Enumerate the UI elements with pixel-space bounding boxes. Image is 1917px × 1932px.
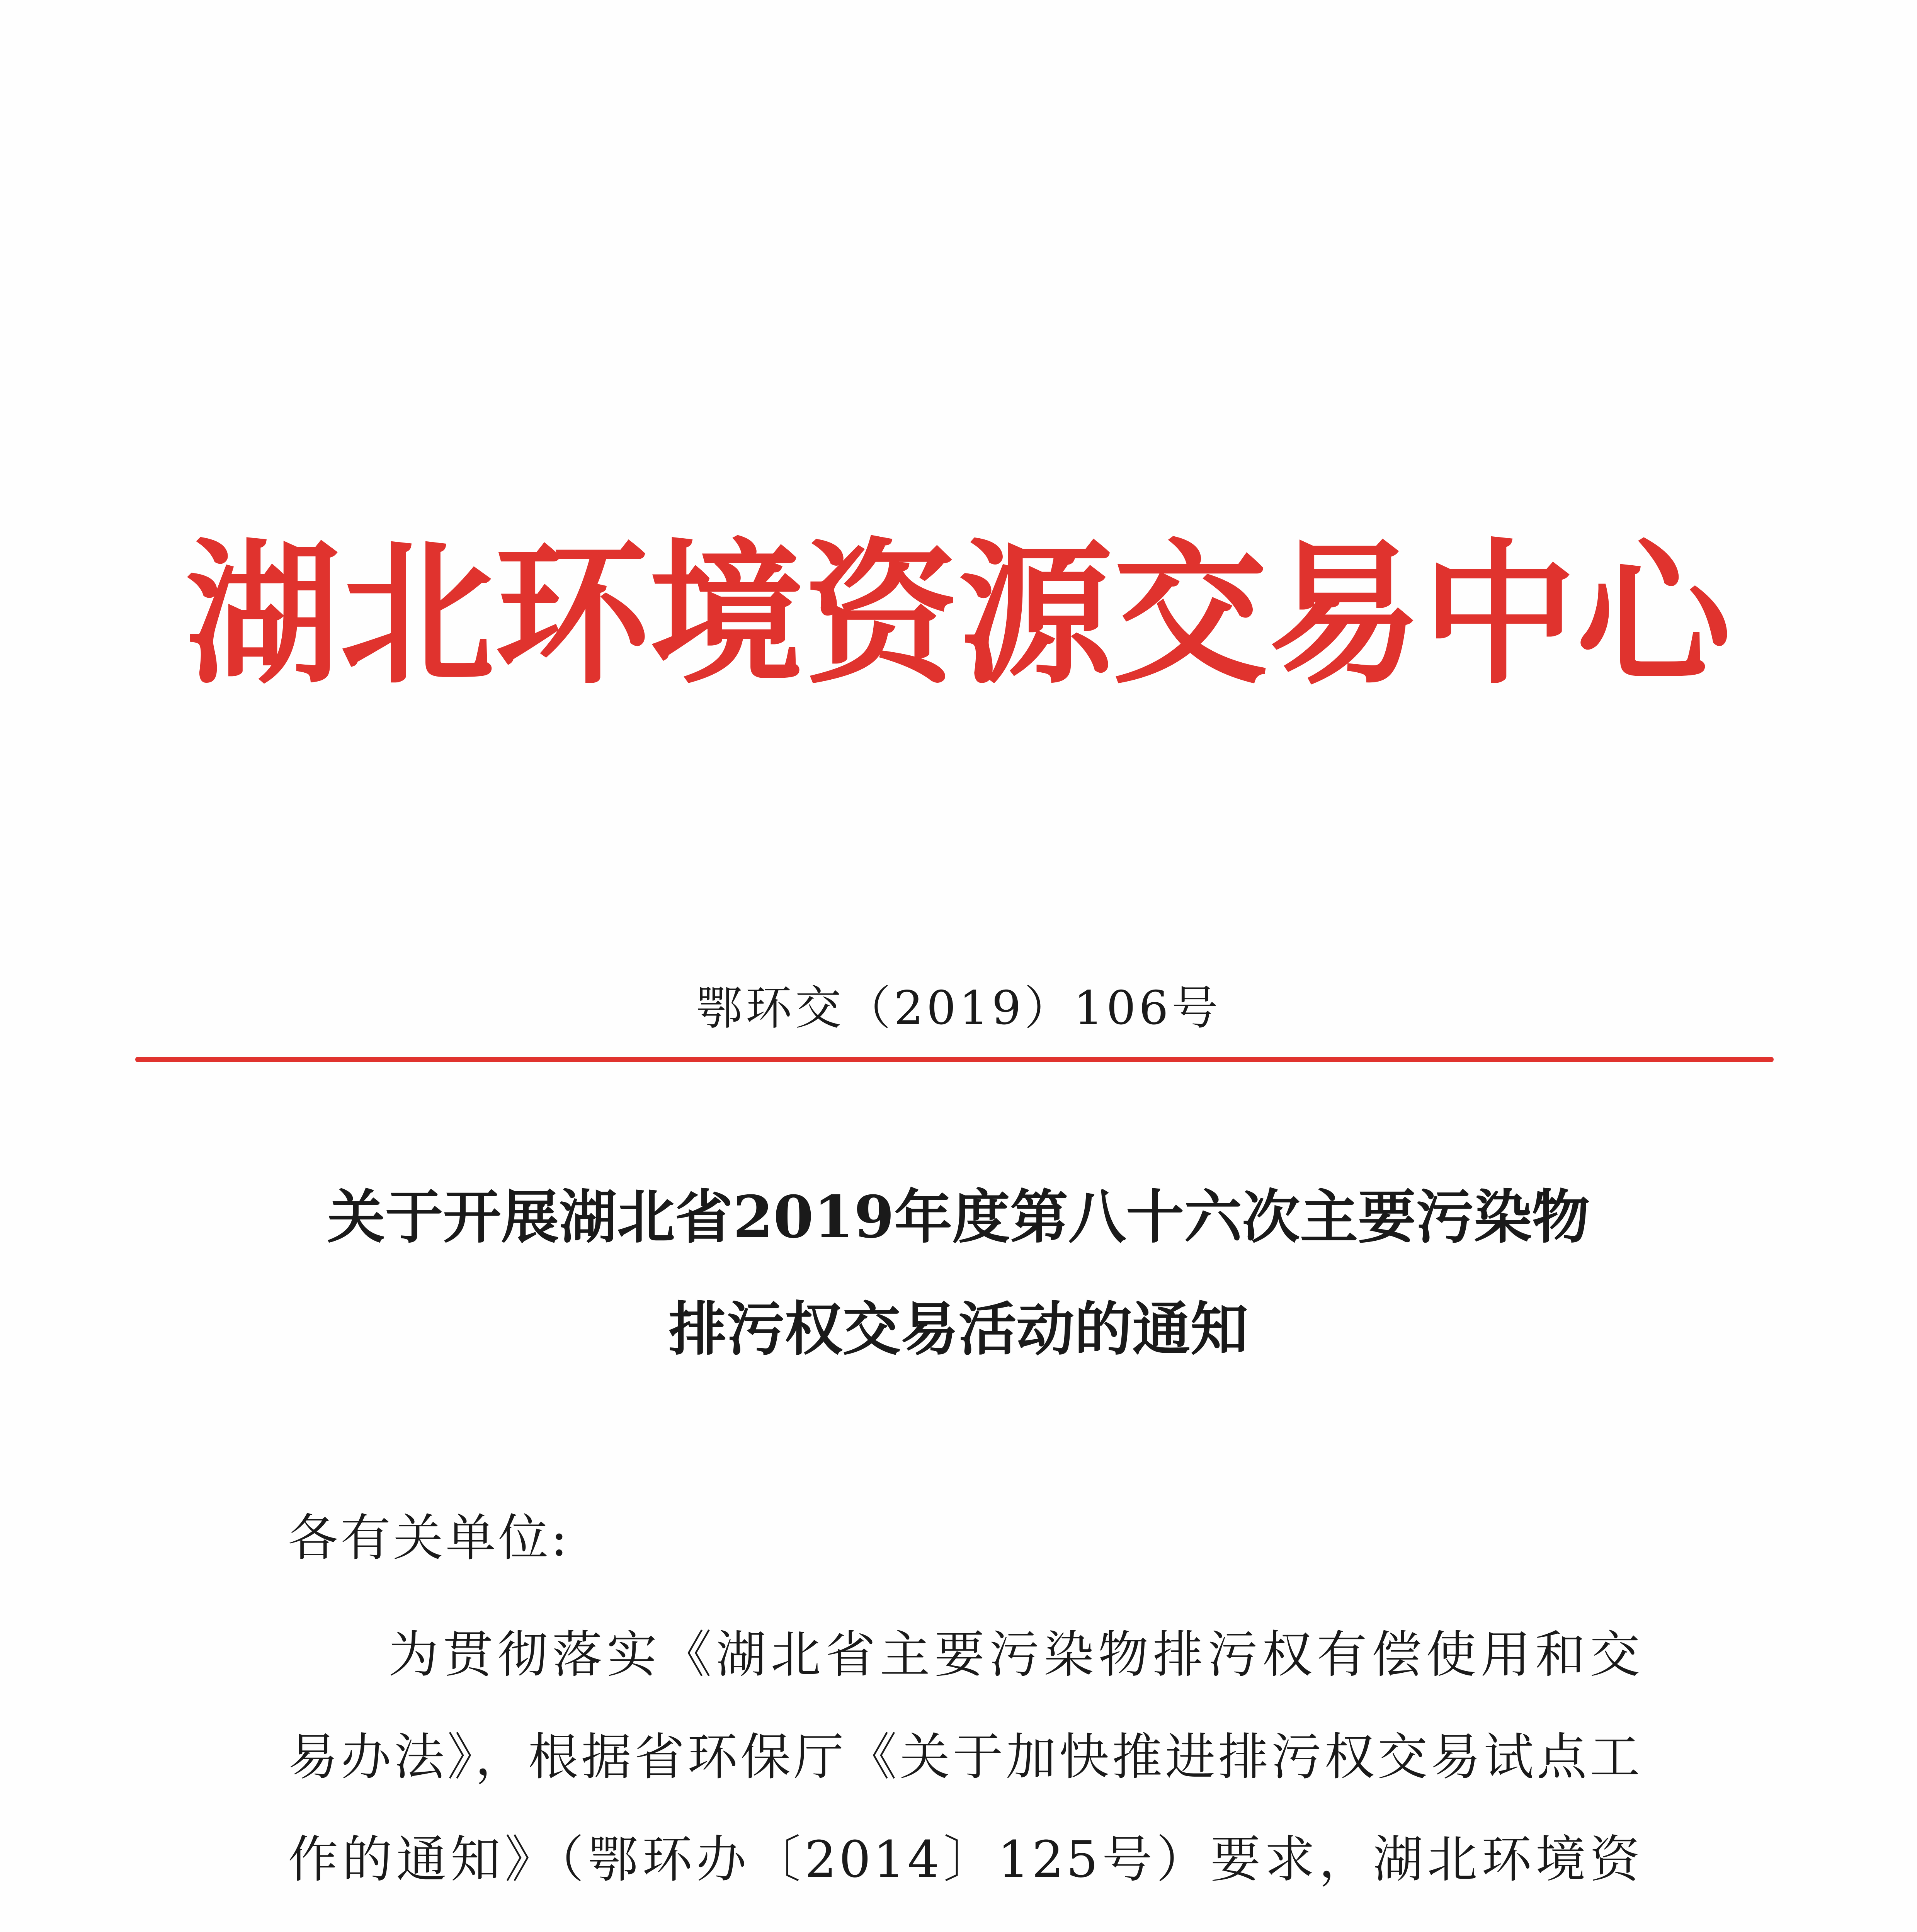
document-number: 鄂环交（2019）106号 [696,981,1221,1035]
red-separator-line [135,1057,1774,1062]
notice-title-line-2: 排污权交易活动的通知 [668,1295,1249,1363]
issuing-organization-title: 湖北环境资源交易中心 [185,524,1731,705]
body-paragraph-1: 为贯彻落实《湖北省主要污染物排污权有偿使用和交易办法》，根据省环保厅《关于加快推进排污权交易试点工作的通知》（鄂环办〔2014〕125号）要求，湖北环境资 [288,1625,1642,1889]
notice-title-line-1: 关于开展湖北省2019年度第八十六次主要污染物 [327,1183,1590,1251]
salutation: 各有关单位: [288,1509,570,1567]
